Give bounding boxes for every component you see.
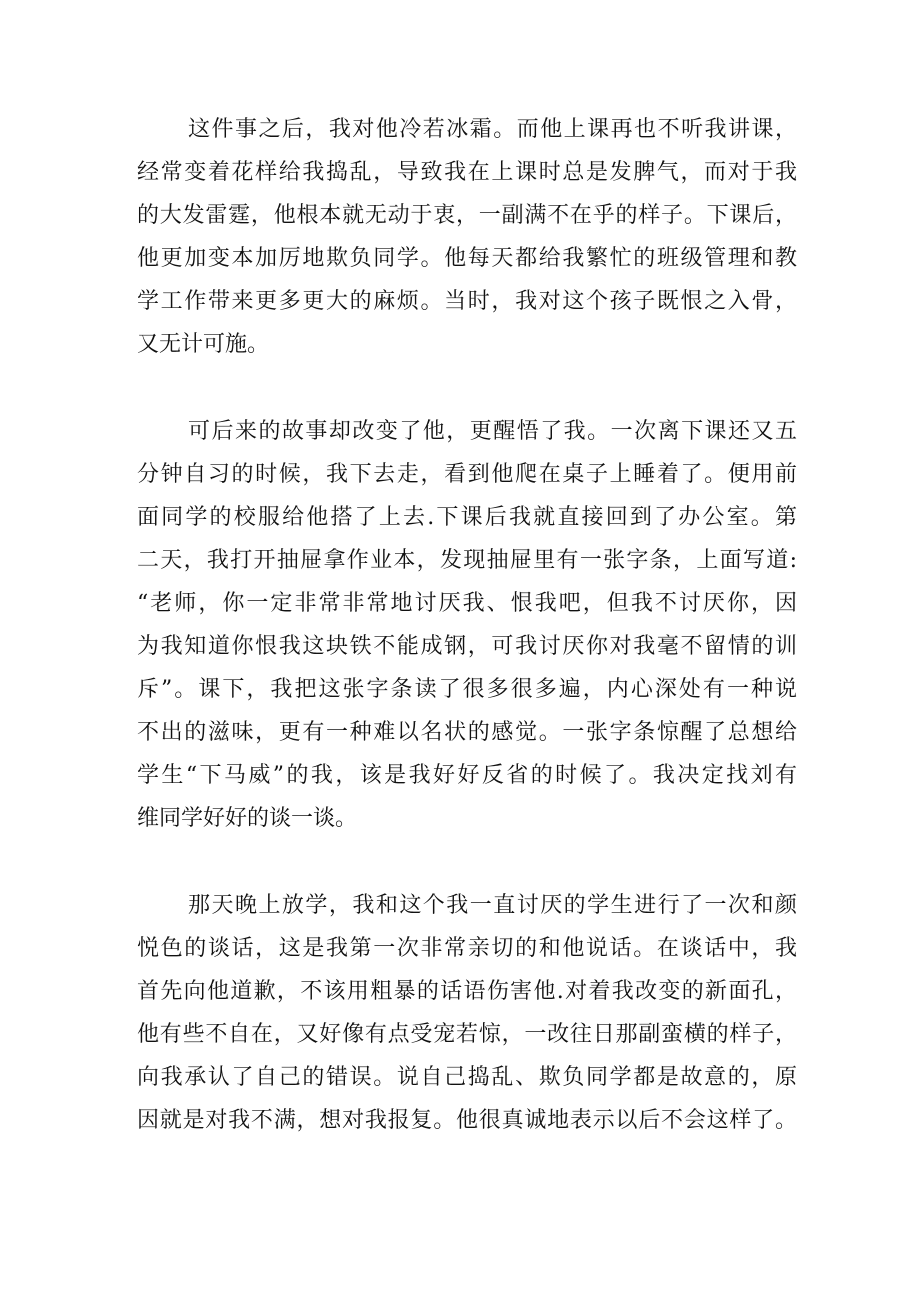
text-line: 学工作带来更多更大的麻烦。当时，我对这个孩子既恨之入骨，: [137, 289, 797, 314]
paragraph: [0, 884, 920, 1142]
text-line: 他有些不自在，又好像有点受宠若惊，一改往日那副蛮横的样子，: [137, 1022, 797, 1047]
text-line: 又无计可施。: [137, 332, 270, 357]
text-line: 学生“下马威”的我，该是我好好反省的时候了。我决定找刘有: [137, 763, 797, 788]
paragraph: [0, 410, 920, 840]
text-line: 经常变着花样给我捣乱，导致我在上课时总是发脾气，而对于我: [137, 160, 797, 185]
text-line: 可后来的故事却改变了他，更醒悟了我。一次离下课还又五: [188, 419, 797, 444]
text-line: 那天晚上放学，我和这个我一直讨厌的学生进行了一次和颜: [188, 893, 797, 918]
text-line: 悦色的谈话，这是我第一次非常亲切的和他说话。在谈话中，我: [137, 936, 797, 961]
text-line: 维同学好好的谈一谈。: [137, 806, 358, 831]
text-line: 不出的滋味，更有一种难以名状的感觉。一张字条惊醒了总想给: [137, 720, 797, 745]
document-page: [0, 108, 920, 1186]
text-line: 面同学的校服给他搭了上去.下课后我就直接回到了办公室。第: [137, 505, 797, 530]
text-line: 斥”。课下，我把这张字条读了很多很多遍，内心深处有一种说: [137, 677, 797, 702]
text-line: 首先向他道歉，不该用粗暴的话语伤害他.对着我改变的新面孔，: [137, 979, 797, 1004]
text-line: 二天，我打开抽屉拿作业本，发现抽屉里有一张字条，上面写道:: [137, 548, 797, 573]
text-line: “老师，你一定非常非常地讨厌我、恨我吧，但我不讨厌你，因: [137, 591, 797, 616]
text-line: 他更加变本加厉地欺负同学。他每天都给我繁忙的班级管理和教: [137, 246, 797, 271]
text-line: 为我知道你恨我这块铁不能成钢，可我讨厌你对我毫不留情的训: [137, 634, 797, 659]
text-line: 这件事之后，我对他冷若冰霜。而他上课再也不听我讲课，: [188, 117, 797, 142]
text-line: 的大发雷霆，他根本就无动于衷，一副满不在乎的样子。下课后，: [137, 203, 797, 228]
text-line: 因就是对我不满，想对我报复。他很真诚地表示以后不会这样了。: [137, 1108, 797, 1133]
text-line: 分钟自习的时候，我下去走，看到他爬在桌子上睡着了。便用前: [137, 462, 797, 487]
paragraph: [0, 108, 920, 366]
text-line: 向我承认了自己的错误。说自己捣乱、欺负同学都是故意的，原: [137, 1065, 797, 1090]
